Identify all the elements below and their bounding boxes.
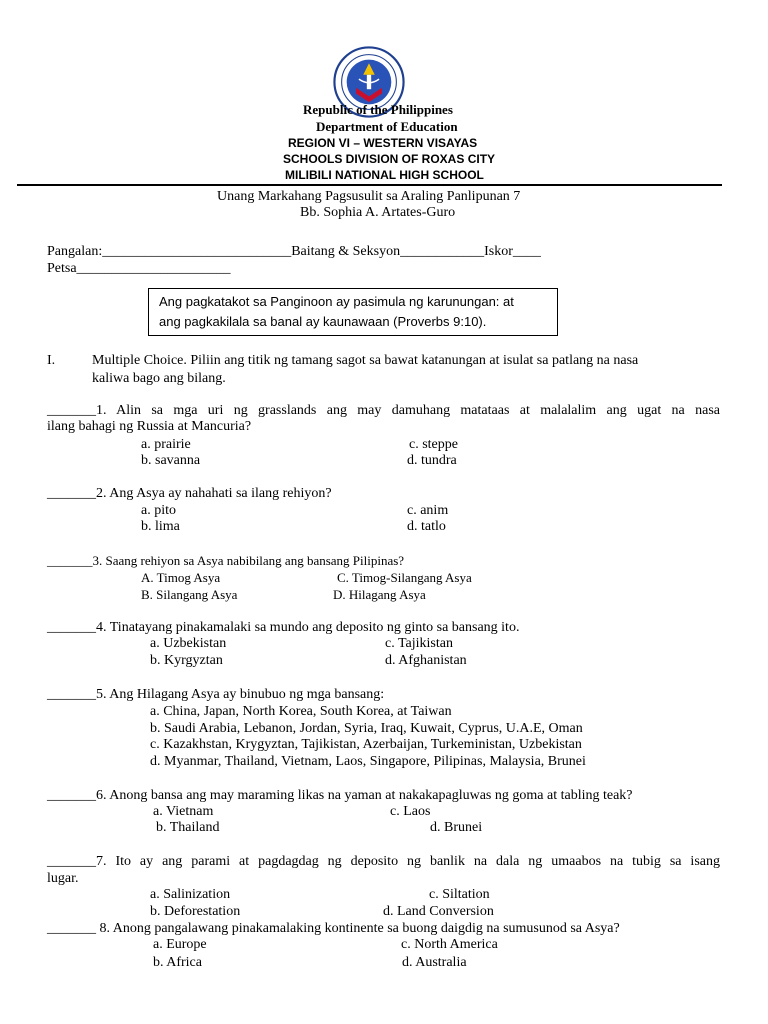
question-4-text: _______4. Tinatayang pinakamalaki sa mundo ang deposito ng ginto sa bansang ito. [47,620,520,635]
question-1-choice-b: b. savanna [141,453,201,468]
question-1-choice-d: d. tundra [407,453,457,468]
question-2-choice-d: d. tatlo [407,519,446,534]
question-4-choice-c: c. Tajikistan [385,636,453,651]
question-4-choice-b: b. Kyrgyztan [150,653,223,668]
question-6-text: _______6. Anong bansa ang may maraming likas na yaman at nakakapagluwas ng goma at tabling teak? [47,788,633,803]
question-3-choice-c: C. Timog-Silangang Asya [337,570,472,585]
question-7-choice-c: c. Siltation [429,887,490,902]
header-department: Department of Education [316,119,458,134]
header-divider [17,184,722,186]
question-8-text: _______ 8. Anong pangalawang pinakamalaking kontinente sa buong daigdig na sumusunod sa Asya? [47,921,620,936]
question-4-choice-a: a. Uzbekistan [150,636,227,651]
exam-title: Unang Markahang Pagsusulit sa Araling Panlipunan 7 [217,189,521,204]
question-1-choice-a: a. prairie [141,437,191,452]
name-grade-score-line: Pangalan:___________________________Baitang & Seksyon____________Iskor____ [47,244,541,259]
question-3-choice-d: D. Hilagang Asya [333,587,426,602]
question-7-choice-a: a. Salinization [150,887,231,902]
question-5-choice-d: d. Myanmar, Thailand, Vietnam, Laos, Singapore, Pilipinas, Malaysia, Brunei [150,754,586,769]
question-4-choice-d: d. Afghanistan [385,653,467,668]
question-3-choice-b: B. Silangang Asya [141,587,238,602]
quote-box [148,288,558,336]
header-republic: Republic of the Philippines [303,102,453,117]
section-instruction-line-1: Multiple Choice. Piliin ang titik ng tamang sagot sa bawat katanungan at isulat sa patlang na nasa [92,353,639,368]
question-2-choice-b: b. lima [141,519,180,534]
header-division: SCHOOLS DIVISION OF ROXAS CITY [283,152,496,166]
question-6-choice-a: a. Vietnam [153,804,214,819]
question-3-choice-a: A. Timog Asya [141,570,221,585]
question-5-text: _______5. Ang Hilagang Asya ay binubuo ng mga bansang: [47,687,385,702]
header-region: REGION VI – WESTERN VISAYAS [288,136,478,150]
question-6-choice-d: d. Brunei [430,820,483,835]
question-8-choice-b: b. Africa [153,955,202,970]
quote-line-1: Ang pagkatakot sa Panginoon ay pasimula ng karunungan: at [159,294,514,309]
exam-teacher: Bb. Sophia A. Artates-Guro [300,205,456,220]
question-6-choice-c: c. Laos [390,804,431,819]
header-school: MILIBILI NATIONAL HIGH SCHOOL [285,168,484,182]
question-2-text: _______2. Ang Asya ay nahahati sa ilang rehiyon? [47,486,332,501]
question-5-choice-b: b. Saudi Arabia, Lebanon, Jordan, Syria, Iraq, Kuwait, Cyprus, U.A.E, Oman [150,721,583,736]
question-3-text: _______3. Saang rehiyon sa Asya nabibilang ang bansang Pilipinas? [47,553,405,568]
question-1-text-cont: ilang bahagi ng Russia at Mancuria? [47,419,252,434]
quote-line-2: ang pagkakilala sa banal ay kaunawaan (Proverbs 9:10). [159,314,487,329]
question-6-choice-b: b. Thailand [156,820,220,835]
question-5-choice-c: c. Kazakhstan, Krygyztan, Tajikistan, Azerbaijan, Turkeministan, Uzbekistan [150,737,582,752]
question-1-text: _______1. Alin sa mga uri ng grasslands ang may damuhang matataas at malalalim ang ugat na nasa [47,403,720,418]
date-line: Petsa______________________ [47,261,231,276]
question-2-choice-a: a. pito [141,503,176,518]
question-1-choice-c: c. steppe [409,437,458,452]
question-8-choice-d: d. Australia [402,955,467,970]
question-2-choice-c: c. anim [407,503,449,518]
question-7-choice-d: d. Land Conversion [383,904,494,919]
question-8-choice-c: c. North America [401,937,498,952]
section-number: I. [47,353,56,368]
question-7-choice-b: b. Deforestation [150,904,241,919]
question-7-text: _______7. Ito ay ang parami at pagdagdag ng deposito ng banlik na dala ng umaabos na tubig sa isang [47,854,720,869]
section-instruction-line-2: kaliwa bago ang bilang. [92,371,226,386]
question-8-choice-a: a. Europe [153,937,207,952]
question-7-text-cont: lugar. [47,871,79,886]
question-5-choice-a: a. China, Japan, North Korea, South Korea, at Taiwan [150,704,452,719]
